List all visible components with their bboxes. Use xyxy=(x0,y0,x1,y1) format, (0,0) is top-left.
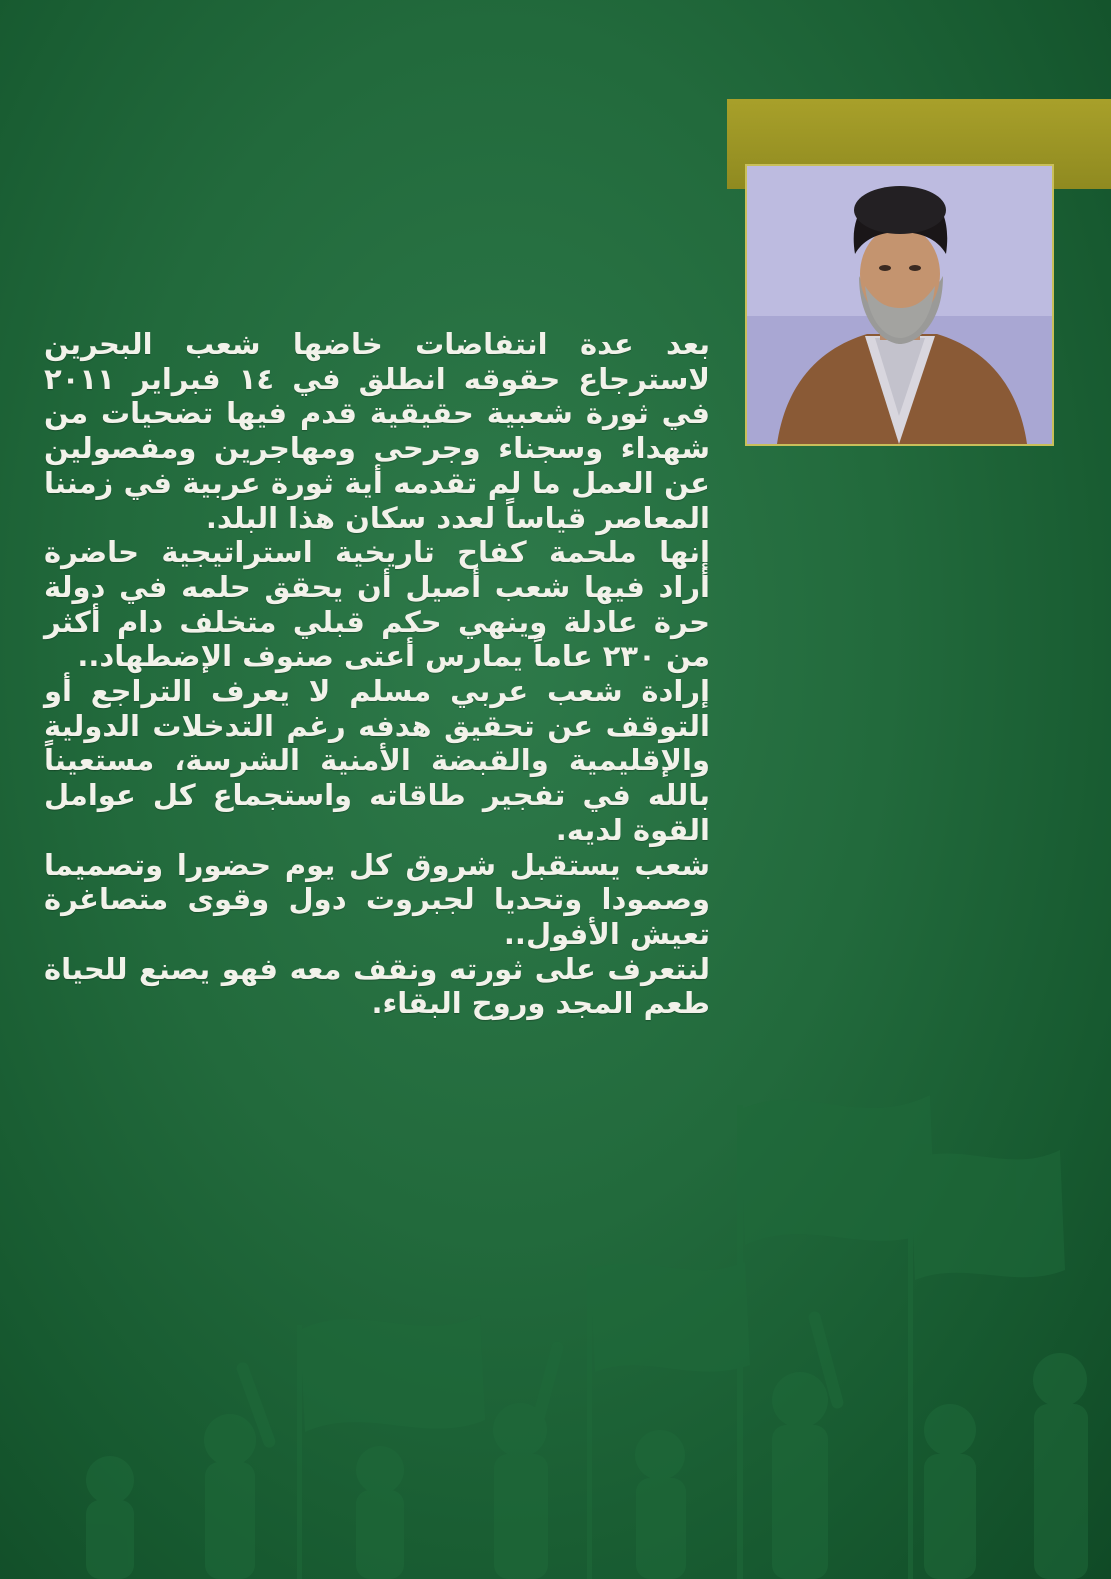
back-cover-description xyxy=(44,327,710,1021)
portrait-image xyxy=(747,166,1052,444)
blurb-paragraph-5: لنتعرف على ثورته ونقف معه فهو يصنع للحياة طعم المجد وروح البقاء. xyxy=(44,951,710,1021)
blurb-paragraph-2: إنها ملحمة كفاح تاريخية استراتيجية حاضرة أراد فيها شعب أصيل أن يحقق حلمه في دولة حرة عادلة وينهي حكم قبلي متخلف دام أكثر من ٢٣٠ عاماً يمارس أعتى صنوف الإضطهاد.. xyxy=(44,535,710,674)
blurb-paragraph-3: إرادة شعب عربي مسلم لا يعرف التراجع أو التوقف عن تحقيق هدفه رغم التدخلات الدولية والإقليمية والقبضة الأمنية الشرسة، مستعيناً بالله في تفجير طاقاته واستجماع كل عوامل القوة لديه. xyxy=(44,674,710,847)
blurb-paragraph-1: بعد عدة انتفاضات خاضها شعب البحرين لاسترجاع حقوقه انطلق في ١٤ فبراير ٢٠١١ في ثورة شعبية حقيقية قدم فيها تضحيات من شهداء وسجناء وجرحى ومهاجرين ومفصولين عن العمل ما لم تقدمه أية ثورة عربية في زمننا المعاصر قياساً لعدد سكان هذا البلد. xyxy=(44,327,710,535)
author-portrait-photo xyxy=(745,164,1054,446)
blurb-paragraph-4: شعب يستقبل شروق كل يوم حضورا وتصميما وصمودا وتحديا لجبروت دول وقوى متصاغرة تعيش الأفول.. xyxy=(44,847,710,951)
